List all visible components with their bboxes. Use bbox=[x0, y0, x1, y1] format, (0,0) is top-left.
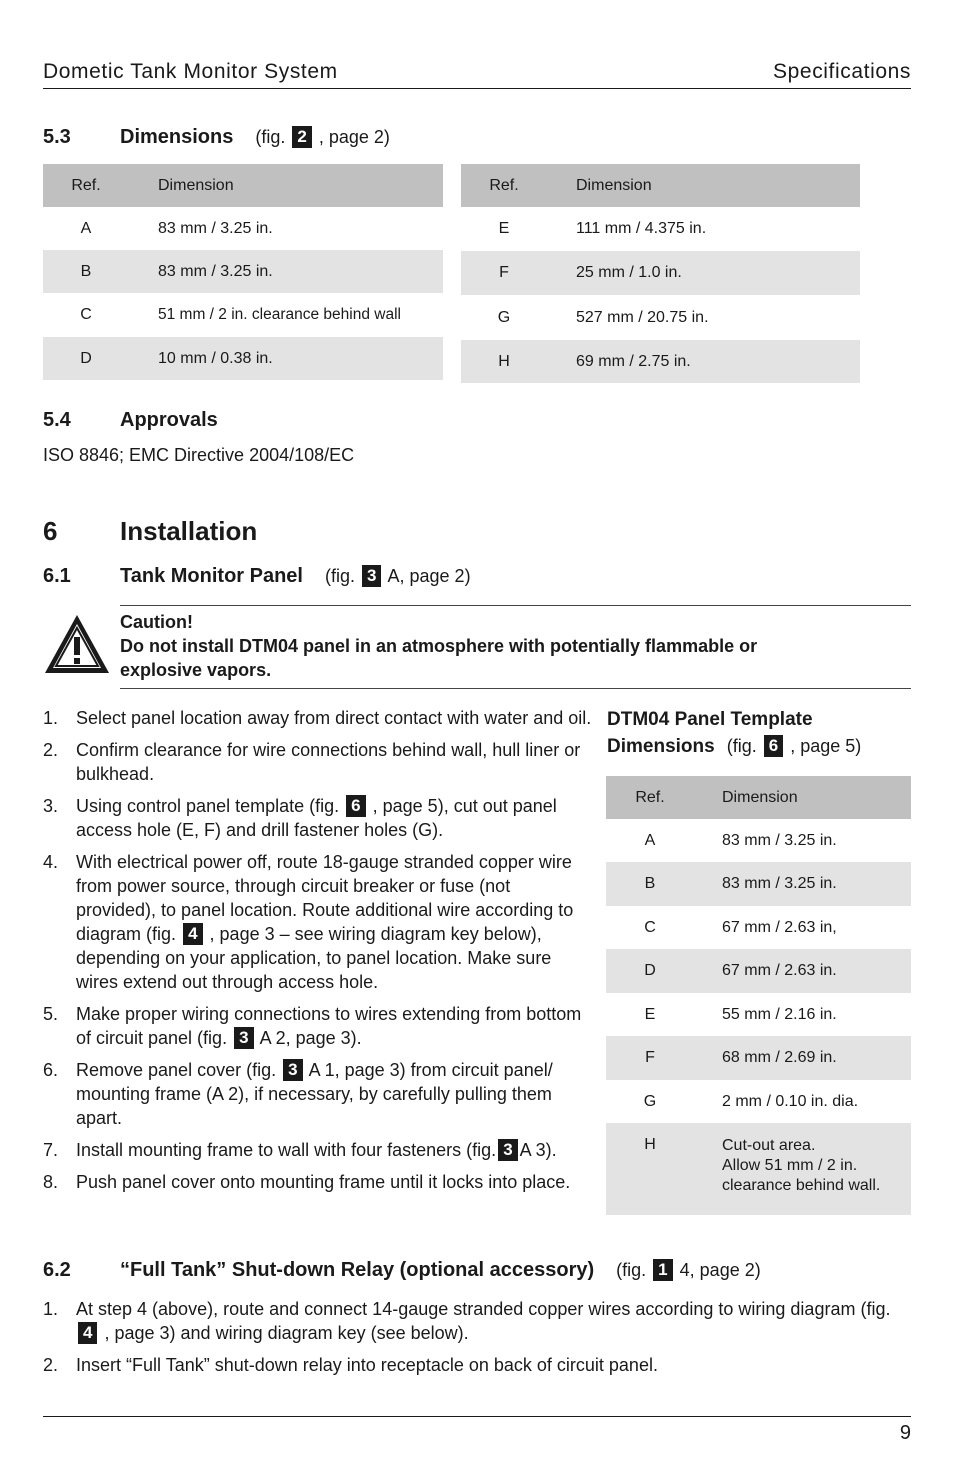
list-item: 4. With electrical power off, route 18-gauge stranded copper wire from power source, through circuit breaker or fuse (not provided), to panel location. Route additional wire according to diagram (fig. 4 , page 3 – see wiring diagram key below), depending on your application, to panel location. Make sure wires extend out through access hole. bbox=[43, 852, 574, 992]
approvals-text: ISO 8846; EMC Directive 2004/108/EC bbox=[43, 445, 355, 465]
figure-number-box: 1 bbox=[653, 1259, 672, 1281]
section-number-6-1: 6.1 bbox=[43, 565, 71, 587]
figure-number-box: 3 bbox=[498, 1139, 517, 1161]
chapter-number-6: 6 bbox=[43, 516, 58, 546]
caution-line-1: Do not install DTM04 panel in an atmosphere with potentially flammable or bbox=[120, 636, 758, 656]
col-header-ref: Ref. bbox=[461, 164, 547, 207]
list-item: 5. Make proper wiring connections to wires extending from bottom of circuit panel (fig. 3 A 2, page 3). bbox=[43, 1004, 582, 1048]
table-row: E 55 mm / 2.16 in. bbox=[644, 1005, 837, 1023]
panel-template-heading bbox=[607, 707, 861, 760]
table-row: F 25 mm / 1.0 in. bbox=[461, 251, 860, 295]
list-item: 1. At step 4 (above), route and connect 14-gauge stranded copper wires according to wiring diagram (fig. 4 , page 3) and wiring diagram key (see below). bbox=[43, 1299, 891, 1343]
figure-number-box: 6 bbox=[764, 735, 783, 757]
caution-title: Caution! bbox=[120, 612, 193, 632]
col-header-dimension: Dimension bbox=[547, 164, 860, 207]
figure-reference: (fig. 2 , page 2) bbox=[255, 127, 390, 147]
footer-rule bbox=[43, 1416, 911, 1417]
section-title-text: Dimensions bbox=[120, 126, 234, 148]
table-row: A 83 mm / 3.25 in. bbox=[80, 219, 273, 237]
running-header-section: Specifications bbox=[773, 60, 911, 83]
caution-notice bbox=[120, 610, 757, 682]
table-row: C 67 mm / 2.63 in, bbox=[644, 918, 837, 936]
table-row: G 2 mm / 0.10 in. dia. bbox=[643, 1092, 859, 1110]
section-title-tank-monitor-panel bbox=[120, 565, 471, 588]
caution-top-rule bbox=[120, 605, 911, 606]
figure-number-box: 3 bbox=[362, 565, 381, 587]
list-item: 8. Push panel cover onto mounting frame until it locks into place. bbox=[43, 1172, 571, 1192]
page-number: 9 bbox=[899, 1422, 911, 1444]
figure-reference: (fig. 6 , page 5) bbox=[726, 736, 862, 756]
dimensions-table-right bbox=[461, 164, 860, 383]
table-row: E 111 mm / 4.375 in. bbox=[498, 220, 707, 237]
table-row: A 83 mm / 3.25 in. bbox=[644, 831, 837, 849]
chapter-title-installation: Installation bbox=[120, 516, 258, 546]
table-row: D 10 mm / 0.38 in. bbox=[43, 337, 443, 380]
dimensions-table-left bbox=[43, 164, 443, 380]
table-row: G 527 mm / 20.75 in. bbox=[497, 308, 709, 326]
installation-steps-list bbox=[43, 706, 593, 1202]
list-item: 2. Confirm clearance for wire connections behind wall, hull liner or bulkhead. bbox=[43, 740, 581, 784]
panel-template-title-line-1: DTM04 Panel Template bbox=[607, 709, 813, 730]
figure-number-box: 4 bbox=[183, 923, 202, 945]
col-header-ref: Ref. bbox=[606, 776, 694, 819]
list-item: 3. Using control panel template (fig. 6 , page 5), cut out panel access hole (E, F) and drill fastener holes (G). bbox=[43, 796, 557, 840]
running-header-title: Dometic Tank Monitor System bbox=[43, 60, 338, 83]
col-header-dimension: Dimension bbox=[694, 776, 911, 819]
table-row: B 83 mm / 3.25 in. bbox=[43, 250, 443, 293]
caution-bottom-rule bbox=[120, 688, 911, 689]
caution-line-2: explosive vapors. bbox=[120, 660, 272, 680]
list-item: 6. Remove panel cover (fig. 3 A 1, page 3) from circuit panel/ mounting frame (A 2), if necessary, by carefully pulling them apart. bbox=[43, 1060, 553, 1128]
table-row: D 67 mm / 2.63 in. bbox=[606, 949, 911, 993]
section-title-full-tank-relay bbox=[120, 1259, 761, 1282]
figure-number-box: 2 bbox=[292, 126, 311, 148]
col-header-dimension: Dimension bbox=[129, 164, 443, 207]
table-row: H 69 mm / 2.75 in. bbox=[461, 340, 860, 383]
figure-number-box: 3 bbox=[283, 1059, 302, 1081]
section-number-5-3: 5.3 bbox=[43, 126, 71, 148]
panel-template-title-line-2: Dimensions (fig. 6 , page 5) bbox=[607, 736, 862, 757]
section-number-5-4: 5.4 bbox=[43, 409, 71, 431]
header-rule bbox=[43, 88, 911, 89]
figure-reference: (fig. 1 4, page 2) bbox=[616, 1260, 761, 1280]
section-number-6-2: 6.2 bbox=[43, 1259, 71, 1281]
col-header-ref: Ref. bbox=[43, 164, 129, 207]
warning-triangle-icon bbox=[43, 613, 111, 675]
section-title-dimensions bbox=[120, 126, 390, 149]
table-row: C 51 mm / 2 in. clearance behind wall bbox=[80, 306, 401, 323]
list-item: 1. Select panel location away from direct contact with water and oil. bbox=[43, 708, 592, 728]
figure-number-box: 3 bbox=[234, 1027, 253, 1049]
section-title-text: Tank Monitor Panel bbox=[120, 565, 303, 587]
list-item: 7. Install mounting frame to wall with four fasteners (fig. 3 A 3). bbox=[43, 1140, 557, 1160]
list-item: 2. Insert “Full Tank” shut-down relay into receptacle on back of circuit panel. bbox=[43, 1355, 658, 1375]
relay-steps-list bbox=[43, 1297, 911, 1385]
table-row: F 68 mm / 2.69 in. bbox=[606, 1036, 911, 1080]
figure-reference: (fig. 3 A, page 2) bbox=[324, 566, 471, 586]
table-row: H Cut-out area. Allow 51 mm / 2 in. clearance behind wall. bbox=[606, 1123, 911, 1215]
section-title-text: “Full Tank” Shut-down Relay (optional accessory) bbox=[120, 1259, 595, 1281]
section-title-approvals: Approvals bbox=[120, 409, 218, 431]
panel-template-table bbox=[606, 776, 911, 1215]
figure-number-box: 6 bbox=[346, 795, 365, 817]
figure-number-box: 4 bbox=[78, 1322, 97, 1344]
table-row: B 83 mm / 3.25 in. bbox=[606, 862, 911, 906]
